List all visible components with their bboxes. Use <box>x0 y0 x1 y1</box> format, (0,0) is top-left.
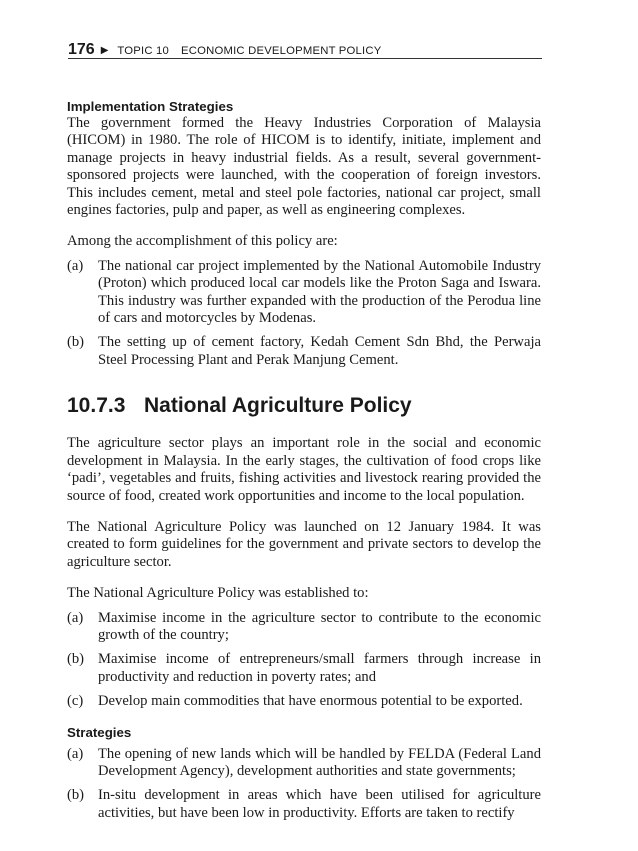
topic-title: ECONOMIC DEVELOPMENT POLICY <box>181 45 382 57</box>
page-header <box>68 40 542 59</box>
topic-label: TOPIC 10 <box>117 45 170 57</box>
strategies-heading: Strategies <box>67 724 132 740</box>
implementation-heading: Implementation Strategies <box>67 99 234 114</box>
list-item-text: The national car project implemented by the National Automobile Industry (Proton) which produced local car models like the Proton Saga and Iswara. This industry was further expanded with the production of the Perodua line of cars and motorcycles by Modenas. <box>98 257 541 327</box>
page-content <box>67 98 541 822</box>
list-item-text: Maximise income of entrepreneurs/small farmers through increase in productivity and reduction in poverty rates; and <box>98 651 541 685</box>
list-item-label: (a) <box>67 745 84 762</box>
list-item-text: Maximise income in the agriculture sector to contribute to the economic growth of the country; <box>98 609 541 643</box>
page-number: 176 <box>68 41 95 58</box>
objectives-list <box>67 610 541 711</box>
list-item <box>67 693 541 710</box>
list-item-label: (c) <box>67 693 84 710</box>
implementation-paragraph: The government formed the Heavy Industries Corporation of Malaysia (HICOM) in 1980. The role of HICOM is to identify, initiate, implement and manage projects in heavy industrial fields. As a result, several government-sponsored projects were launched, with the cooperation of foreign investors. This includes cement, metal and steel pole factories, national car project, small engines factories, pulp and paper, as well as engineering complexes. <box>67 115 541 219</box>
running-head <box>117 44 381 58</box>
section-number: 10.7.3 <box>67 394 126 418</box>
list-item-text: Develop main commodities that have enormous potential to be exported. <box>98 693 523 710</box>
list-item-text: The setting up of cement factory, Kedah Cement Sdn Bhd, the Perwaja Steel Processing Plant and Perak Manjung Cement. <box>98 334 541 368</box>
list-item-label: (b) <box>67 651 85 668</box>
agriculture-paragraph-2: The National Agriculture Policy was launched on 12 January 1984. It was created to form guidelines for the government and private sectors to develop the agriculture sector. <box>67 518 541 570</box>
list-item <box>67 258 541 328</box>
list-item <box>67 787 541 822</box>
list-item-label: (b) <box>67 334 85 351</box>
accomplishment-intro: Among the accomplishment of this policy are: <box>67 233 338 250</box>
list-item-text: The opening of new lands which will be handled by FELDA (Federal Land Development Agency), development authorities and state governments; <box>98 745 541 779</box>
section-title: National Agriculture Policy <box>144 394 412 418</box>
triangle-right-icon: ▶ <box>100 45 109 56</box>
list-item <box>67 334 541 369</box>
list-item-label: (b) <box>67 787 85 804</box>
strategies-list <box>67 746 541 823</box>
list-item <box>67 651 541 686</box>
list-item-label: (a) <box>67 609 84 626</box>
list-item-text: In-situ development in areas which have been utilised for agriculture activities, but have been low in productivity. Efforts are taken to rectify <box>98 787 541 821</box>
objectives-intro: The National Agriculture Policy was established to: <box>67 585 369 602</box>
accomplishment-list <box>67 258 541 369</box>
list-item-label: (a) <box>67 257 84 274</box>
agriculture-paragraph-1: The agriculture sector plays an important role in the social and economic development in Malaysia. In the early stages, the cultivation of food crops like ‘padi’, vegetables and fruits, fishing activities and livestock rearing provided the source of food, created work opportunities and income to the local population. <box>67 435 541 504</box>
list-item <box>67 610 541 645</box>
list-item <box>67 746 541 781</box>
section-heading <box>67 393 541 419</box>
